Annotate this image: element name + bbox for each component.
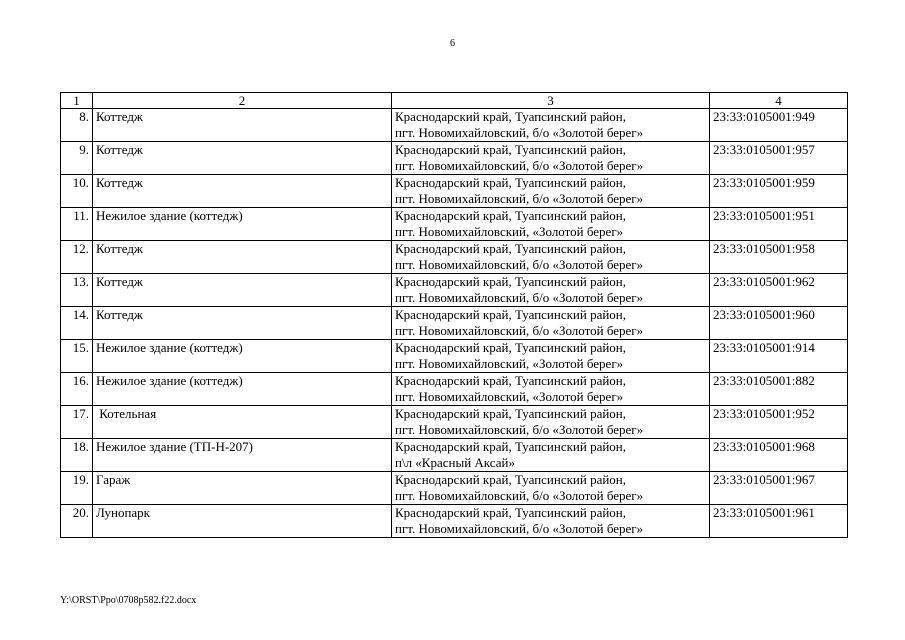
header-col-4: 4 [710,93,848,109]
object-address [392,208,710,241]
object-address [392,406,710,439]
table-header-row [61,93,848,109]
row-number: 11. [61,208,93,241]
address-line-1: Краснодарский край, Туапсинский район, [395,340,627,355]
table-row [61,241,848,274]
address-line-2: пгт. Новомихайловский, б/о «Золотой берег» [395,422,644,437]
table-row [61,340,848,373]
object-name: Нежилое здание (коттедж) [93,373,392,406]
row-number: 17. [61,406,93,439]
object-name: Лунопарк [93,505,392,538]
address-line-1: Краснодарский край, Туапсинский район, [395,274,627,289]
table-row [61,505,848,538]
header-col-2: 2 [93,93,392,109]
object-address [392,241,710,274]
address-line-2: пгт. Новомихайловский, б/о «Золотой берег» [395,290,644,305]
property-table [60,92,848,538]
address-line-2: пгт. Новомихайловский, б/о «Золотой берег» [395,521,644,536]
table-row [61,373,848,406]
address-line-1: Краснодарский край, Туапсинский район, [395,439,627,454]
table-row [61,208,848,241]
object-address [392,340,710,373]
cadastral-number: 23:33:0105001:951 [710,208,848,241]
address-line-2: пгт. Новомихайловский, б/о «Золотой берег» [395,158,644,173]
object-address [392,142,710,175]
cadastral-number: 23:33:0105001:960 [710,307,848,340]
address-line-2: пгт. Новомихайловский, «Золотой берег» [395,224,624,239]
object-name: Коттедж [93,175,392,208]
address-line-2: пгт. Новомихайловский, б/о «Золотой берег» [395,488,644,503]
table-body [61,109,848,538]
address-line-1: Краснодарский край, Туапсинский район, [395,142,627,157]
object-name: Нежилое здание (коттедж) [93,208,392,241]
object-name: Коттедж [93,241,392,274]
object-name: Коттедж [93,109,392,142]
cadastral-number: 23:33:0105001:952 [710,406,848,439]
address-line-1: Краснодарский край, Туапсинский район, [395,241,627,256]
table-row [61,406,848,439]
address-line-2: пгт. Новомихайловский, б/о «Золотой берег» [395,125,644,140]
header-col-1: 1 [61,93,93,109]
address-line-2: п\л «Красный Аксай» [395,455,515,470]
object-name: Коттедж [93,274,392,307]
object-address [392,307,710,340]
address-line-1: Краснодарский край, Туапсинский район, [395,472,627,487]
object-address [392,472,710,505]
address-line-1: Краснодарский край, Туапсинский район, [395,373,627,388]
table-row [61,142,848,175]
object-address [392,175,710,208]
cadastral-number: 23:33:0105001:959 [710,175,848,208]
object-name: Нежилое здание (коттедж) [93,340,392,373]
table-row [61,274,848,307]
object-name: Нежилое здание (ТП-Н-207) [93,439,392,472]
row-number: 9. [61,142,93,175]
table-row [61,307,848,340]
row-number: 15. [61,340,93,373]
object-address [392,505,710,538]
address-line-2: пгт. Новомихайловский, б/о «Золотой берег» [395,191,644,206]
cadastral-number: 23:33:0105001:968 [710,439,848,472]
object-name: Гараж [93,472,392,505]
address-line-1: Краснодарский край, Туапсинский район, [395,175,627,190]
address-line-2: пгт. Новомихайловский, «Золотой берег» [395,356,624,371]
address-line-2: пгт. Новомихайловский, «Золотой берег» [395,389,624,404]
cadastral-number: 23:33:0105001:949 [710,109,848,142]
cadastral-number: 23:33:0105001:967 [710,472,848,505]
cadastral-number: 23:33:0105001:914 [710,340,848,373]
table-row [61,175,848,208]
address-line-1: Краснодарский край, Туапсинский район, [395,208,627,223]
table-row [61,439,848,472]
row-number: 19. [61,472,93,505]
table-row [61,472,848,505]
address-line-2: пгт. Новомихайловский, б/о «Золотой берег» [395,323,644,338]
row-number: 10. [61,175,93,208]
object-name: Коттедж [93,142,392,175]
row-number: 18. [61,439,93,472]
header-col-3: 3 [392,93,710,109]
object-name: Котельная [93,406,392,439]
cadastral-number: 23:33:0105001:961 [710,505,848,538]
row-number: 16. [61,373,93,406]
object-address [392,373,710,406]
cadastral-number: 23:33:0105001:882 [710,373,848,406]
row-number: 8. [61,109,93,142]
page-number: 6 [450,38,455,49]
footer-file-path: Y:\ORST\Ppo\0708p582.f22.docx [60,595,197,606]
cadastral-number: 23:33:0105001:957 [710,142,848,175]
row-number: 12. [61,241,93,274]
address-line-1: Краснодарский край, Туапсинский район, [395,505,627,520]
cadastral-number: 23:33:0105001:962 [710,274,848,307]
table-row [61,109,848,142]
object-address [392,439,710,472]
row-number: 20. [61,505,93,538]
object-name: Коттедж [93,307,392,340]
address-line-1: Краснодарский край, Туапсинский район, [395,406,627,421]
address-line-2: пгт. Новомихайловский, б/о «Золотой берег» [395,257,644,272]
row-number: 13. [61,274,93,307]
object-address [392,274,710,307]
address-line-1: Краснодарский край, Туапсинский район, [395,109,627,124]
object-address [392,109,710,142]
cadastral-number: 23:33:0105001:958 [710,241,848,274]
row-number: 14. [61,307,93,340]
address-line-1: Краснодарский край, Туапсинский район, [395,307,627,322]
